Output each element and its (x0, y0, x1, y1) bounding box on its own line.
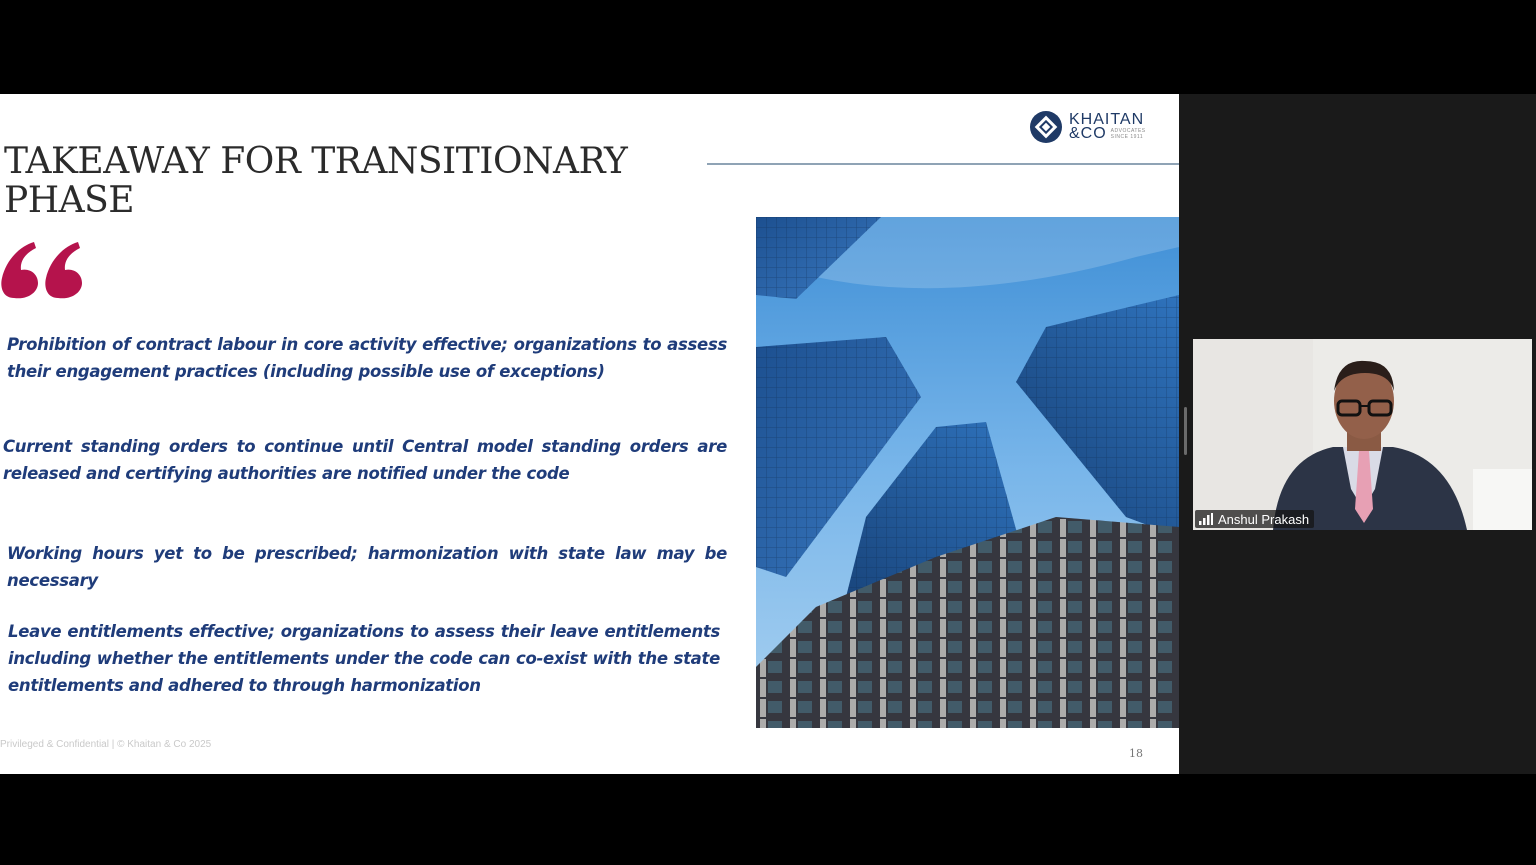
logo-tagline (1111, 128, 1146, 140)
takeaway-leave-entitlements: Leave entitlements effective; organizations to assess their leave entitlements including whether the entitlements under the code can co-exist with the state entitlements and adhered to through harmonization (8, 622, 720, 695)
page-number: 18 (1129, 747, 1143, 760)
logo-text-co: &CO (1069, 125, 1107, 142)
khaitan-logo (1029, 110, 1146, 144)
takeaway-contract-labour: Prohibition of contract labour in core activity effective; organizations to assess their engagement practices (including possible use of exceptions) (7, 335, 727, 381)
participant-video-tile[interactable] (1193, 339, 1532, 530)
takeaway-standing-orders: Current standing orders to continue until Central model standing orders are released and certifying authorities are notified under the code (3, 437, 727, 483)
participant-name-tag (1195, 510, 1314, 528)
slide-title-line2: PHASE (4, 180, 135, 221)
logo-tagline-line1: ADVOCATES (1110, 128, 1146, 134)
title-divider (707, 163, 1179, 165)
signal-strength-icon (1199, 513, 1213, 525)
slide-title-line1: TAKEAWAY FOR TRANSITIONARY (4, 141, 628, 182)
slide-title (4, 142, 644, 220)
confidentiality-footer: Privileged & Confidential | © Khaitan & Co 2025 (0, 739, 212, 750)
skyscrapers-photo (756, 217, 1179, 728)
logo-tagline-line2: SINCE 1911 (1110, 134, 1144, 140)
participant-name: Anshul Prakash (1218, 511, 1310, 527)
quotation-mark-icon (0, 228, 90, 308)
logo-text-khaitan: KHAITAN (1069, 111, 1145, 128)
shared-slide (0, 94, 1179, 774)
takeaway-working-hours: Working hours yet to be prescribed; harmonization with state law may be necessary (7, 544, 727, 590)
panel-resize-handle[interactable] (1184, 407, 1187, 455)
logo-diamond-icon (1029, 110, 1063, 144)
participant-video-feed (1193, 339, 1532, 530)
